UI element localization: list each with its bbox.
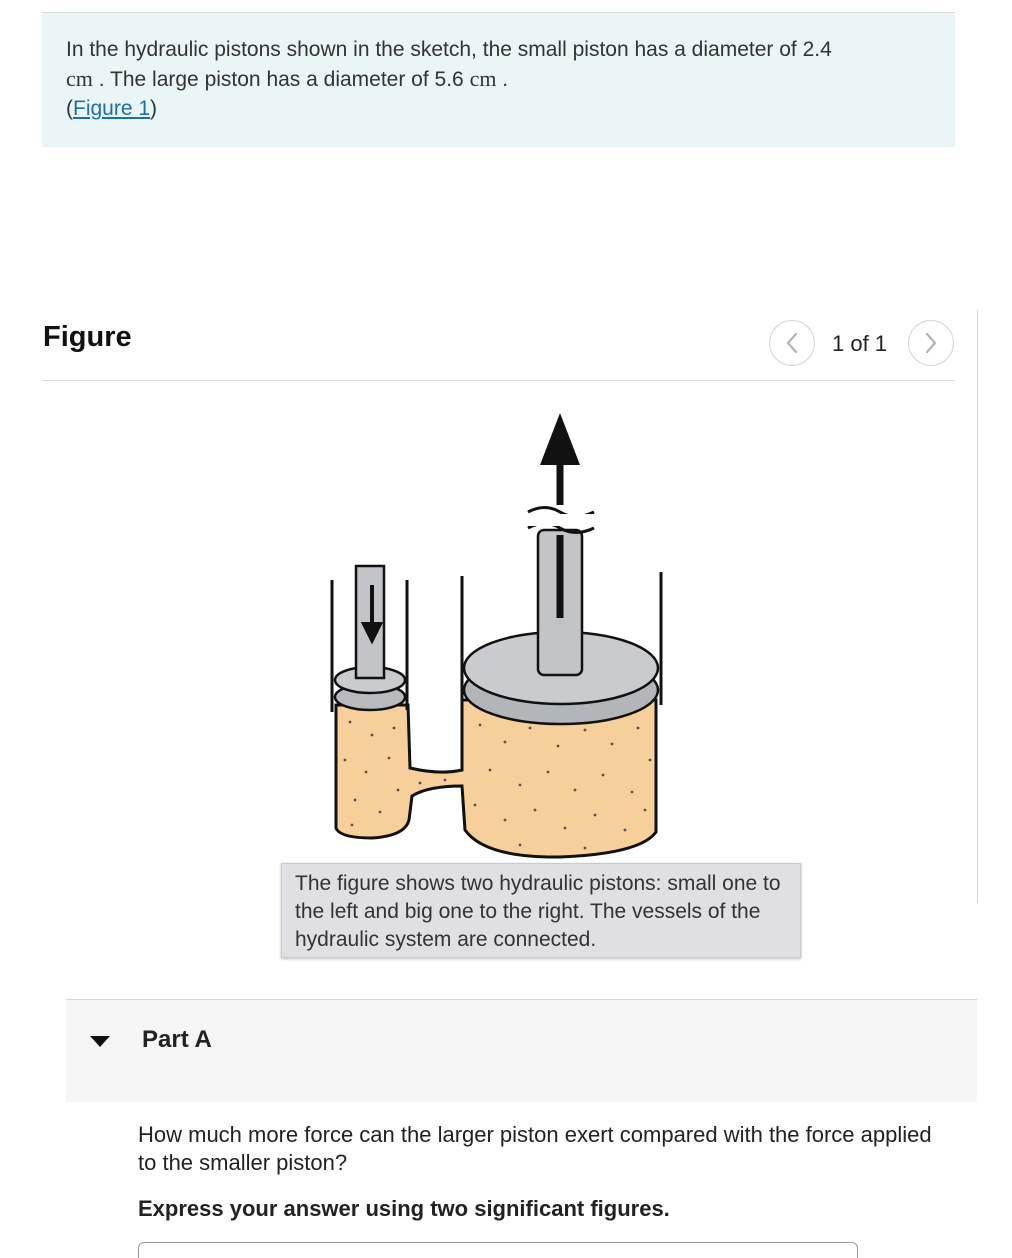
figure-panel-edge	[977, 310, 978, 903]
small-diameter-unit: cm	[66, 66, 93, 91]
hydraulic-fluid	[336, 700, 656, 857]
part-a-title: Part A	[142, 1026, 212, 1053]
collapse-caret-icon[interactable]	[90, 1036, 110, 1047]
chevron-right-icon	[924, 332, 938, 354]
previous-figure-button[interactable]	[769, 320, 815, 366]
figure-1-link[interactable]: Figure 1	[73, 97, 151, 120]
figure-divider	[42, 380, 955, 381]
large-diameter-value: 5.6	[434, 68, 464, 91]
problem-text-middle: . The large piston has a diameter of	[92, 68, 435, 91]
part-a-header[interactable]	[66, 999, 977, 1102]
problem-statement	[42, 13, 955, 147]
problem-text-intro: In the hydraulic pistons shown in the sketch, the small piston has a diameter of	[66, 38, 803, 61]
hydraulic-pistons-sketch	[300, 400, 720, 870]
figure-heading: Figure	[43, 321, 132, 353]
small-diameter-value: 2.4	[802, 38, 832, 61]
up-arrow-icon	[540, 413, 580, 465]
figure-link-open-paren: (	[66, 97, 73, 120]
problem-text-end: .	[496, 68, 509, 91]
part-a-question: How much more force can the larger piston exert compared with the force applied to the smaller piston?	[138, 1122, 932, 1175]
answer-instruction: Express your answer using two significant figures.	[138, 1196, 670, 1221]
answer-input[interactable]	[138, 1242, 858, 1258]
figure-pager: 1 of 1	[832, 331, 888, 356]
figure-caption: The figure shows two hydraulic pistons: small one to the left and big one to the right. The vessels of the hydraulic system are connected.	[281, 863, 801, 958]
next-figure-button[interactable]	[908, 320, 954, 366]
chevron-left-icon	[785, 332, 799, 354]
large-diameter-unit: cm	[469, 66, 497, 91]
figure-link-close-paren: )	[150, 97, 158, 120]
